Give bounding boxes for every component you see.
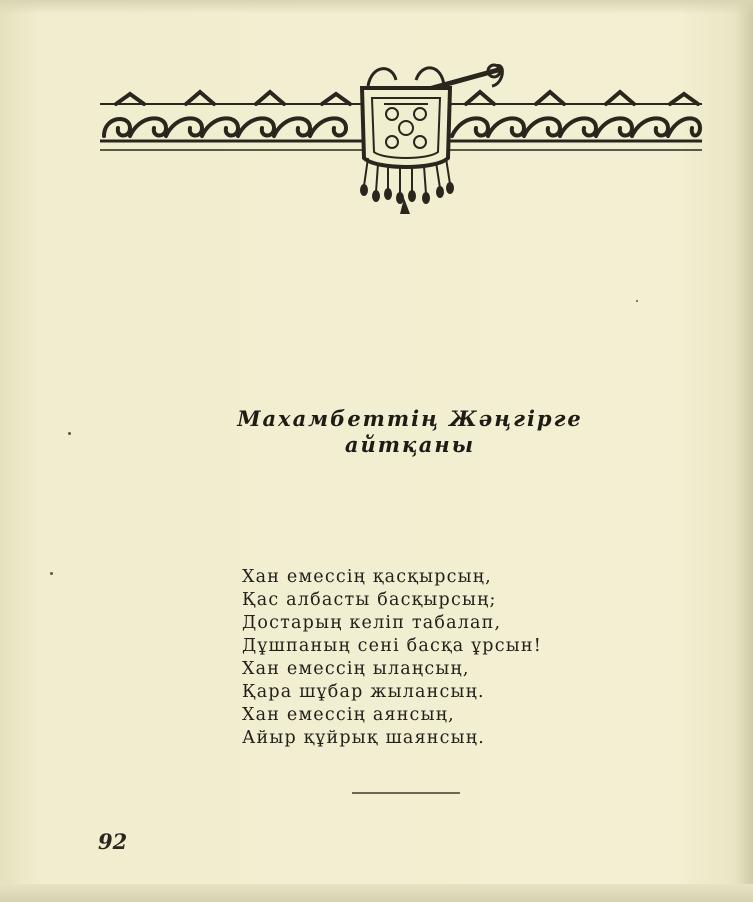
poem-line: Хан емессің қасқырсың, — [242, 567, 492, 587]
paper-speck — [50, 572, 53, 575]
poem-text — [242, 566, 622, 750]
poem-line: Қас албасты басқырсың; — [242, 590, 497, 610]
poem-title-line-1: Махамбеттің Жәңгірге — [237, 406, 583, 431]
poem-line: Хан емессің ылаңсың, — [242, 659, 470, 679]
poem-line: Қара шұбар жылансың. — [242, 682, 485, 702]
paper-speck — [68, 432, 71, 435]
poem-line: Достарың келіп табалап, — [242, 613, 502, 633]
poem-line: Дұшпаның сені басқа ұрсын! — [242, 636, 542, 656]
poem-line: Хан емессің аянсың, — [242, 705, 455, 725]
page-number: 92 — [98, 829, 128, 854]
page-bottom-edge — [0, 884, 753, 902]
poem-line: Айыр құйрық шаянсың. — [242, 728, 485, 748]
header-ornament-icon — [96, 58, 708, 216]
page-shadow — [0, 0, 753, 14]
paper-speck — [636, 300, 638, 302]
poem-title-line-2: айтқаны — [344, 432, 476, 457]
poem-title — [210, 406, 610, 458]
end-divider — [352, 792, 460, 794]
